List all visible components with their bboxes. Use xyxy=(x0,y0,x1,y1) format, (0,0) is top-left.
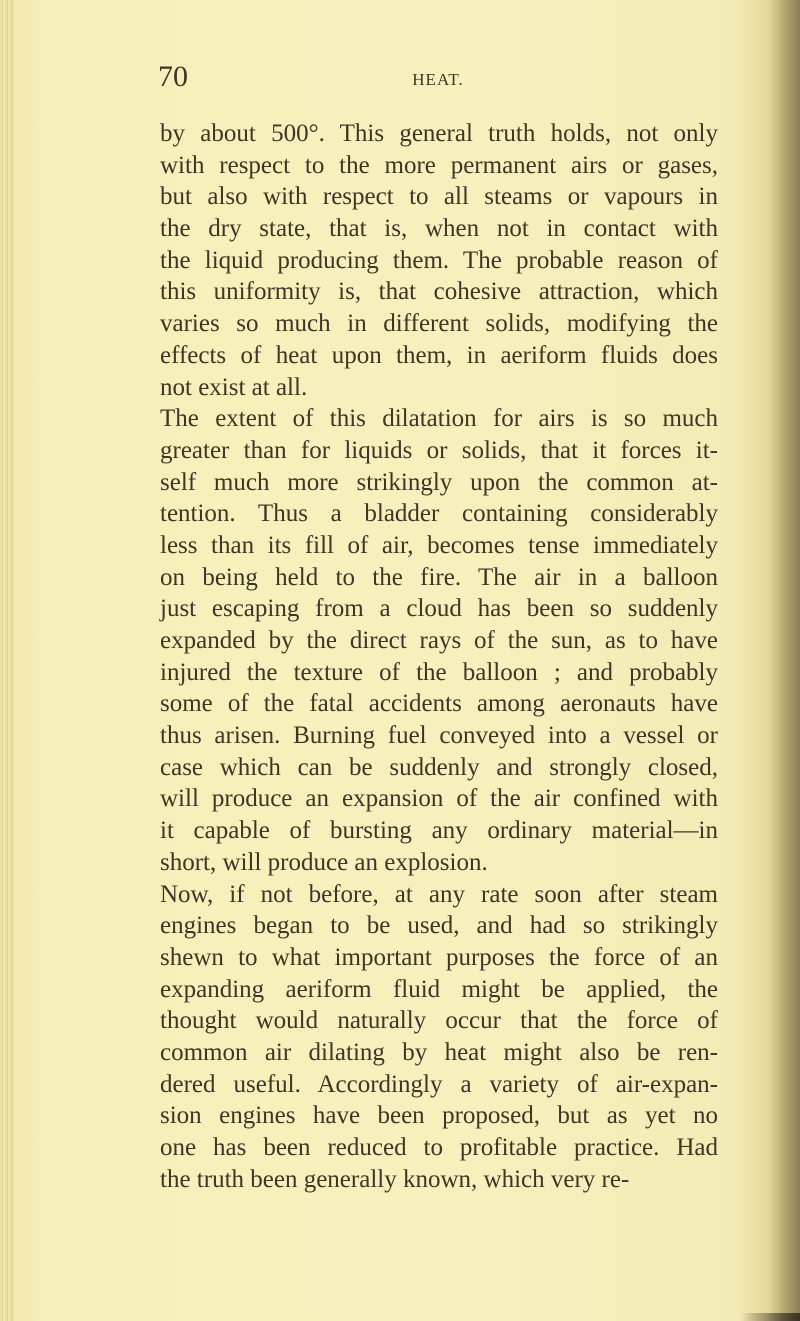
text-line: expanding aeriform fluid might be applied, the xyxy=(160,975,718,1003)
text-line: the truth been generally known, which very re- xyxy=(160,1165,630,1193)
text-line: shewn to what important purposes the force of an xyxy=(160,943,718,971)
text-line: with respect to the more permanent airs or gases, xyxy=(160,151,718,179)
text-line: engines began to be used, and had so strikingly xyxy=(160,912,718,940)
text-line: some of the fatal accidents among aeronauts have xyxy=(160,690,718,718)
running-title: HEAT. xyxy=(412,70,464,89)
text-line: common air dilating by heat might also be ren- xyxy=(160,1038,718,1066)
text-line: but also with respect to all steams or vapours in xyxy=(160,183,718,211)
text-line: The extent of this dilatation for airs is so much xyxy=(160,405,718,433)
text-line: self much more strikingly upon the common at- xyxy=(160,468,718,496)
body-text xyxy=(160,118,718,1195)
page-header xyxy=(158,60,718,100)
text-line: short, will produce an explosion. xyxy=(160,848,488,876)
text-line: thus arisen. Burning fuel conveyed into a vessel or xyxy=(160,722,718,750)
text-line: expanded by the direct rays of the sun, as to have xyxy=(160,627,718,654)
text-line: this uniformity is, that cohesive attraction, which xyxy=(160,278,718,306)
text-line: just escaping from a cloud has been so suddenly xyxy=(160,595,718,623)
text-line: not exist at all. xyxy=(160,373,308,401)
text-line: sion engines have been proposed, but as yet no xyxy=(160,1102,718,1130)
page-edge xyxy=(0,0,14,1321)
text-line: less than its fill of air, becomes tense immediately xyxy=(160,531,718,559)
text-line: dered useful. Accordingly a variety of air-expan- xyxy=(160,1070,718,1098)
text-line: greater than for liquids or solids, that it forces it- xyxy=(160,436,718,464)
text-line: by about 500°. This general truth holds, not only xyxy=(160,120,718,147)
text-line: injured the texture of the balloon ; and probably xyxy=(160,658,718,686)
text-line: will produce an expansion of the air confined with xyxy=(160,785,718,813)
text-line: it capable of bursting any ordinary material—in xyxy=(160,817,718,845)
text-line: Now, if not before, at any rate soon after steam xyxy=(160,880,718,908)
text-line: on being held to the fire. The air in a balloon xyxy=(160,563,718,591)
page-number: 70 xyxy=(158,60,188,93)
text-line: effects of heat upon them, in aeriform fluids does xyxy=(160,341,718,369)
text-line: the liquid producing them. The probable reason of xyxy=(160,246,718,274)
text-line: one has been reduced to profitable practice. Had xyxy=(160,1134,718,1161)
text-line: varies so much in different solids, modifying the xyxy=(160,310,718,338)
page-shadow xyxy=(740,1313,800,1321)
text-line: thought would naturally occur that the force of xyxy=(160,1007,718,1035)
text-line: the dry state, that is, when not in contact with xyxy=(160,215,718,243)
text-line: tention. Thus a bladder containing considerably xyxy=(160,500,718,528)
text-line: case which can be suddenly and strongly closed, xyxy=(160,753,718,781)
